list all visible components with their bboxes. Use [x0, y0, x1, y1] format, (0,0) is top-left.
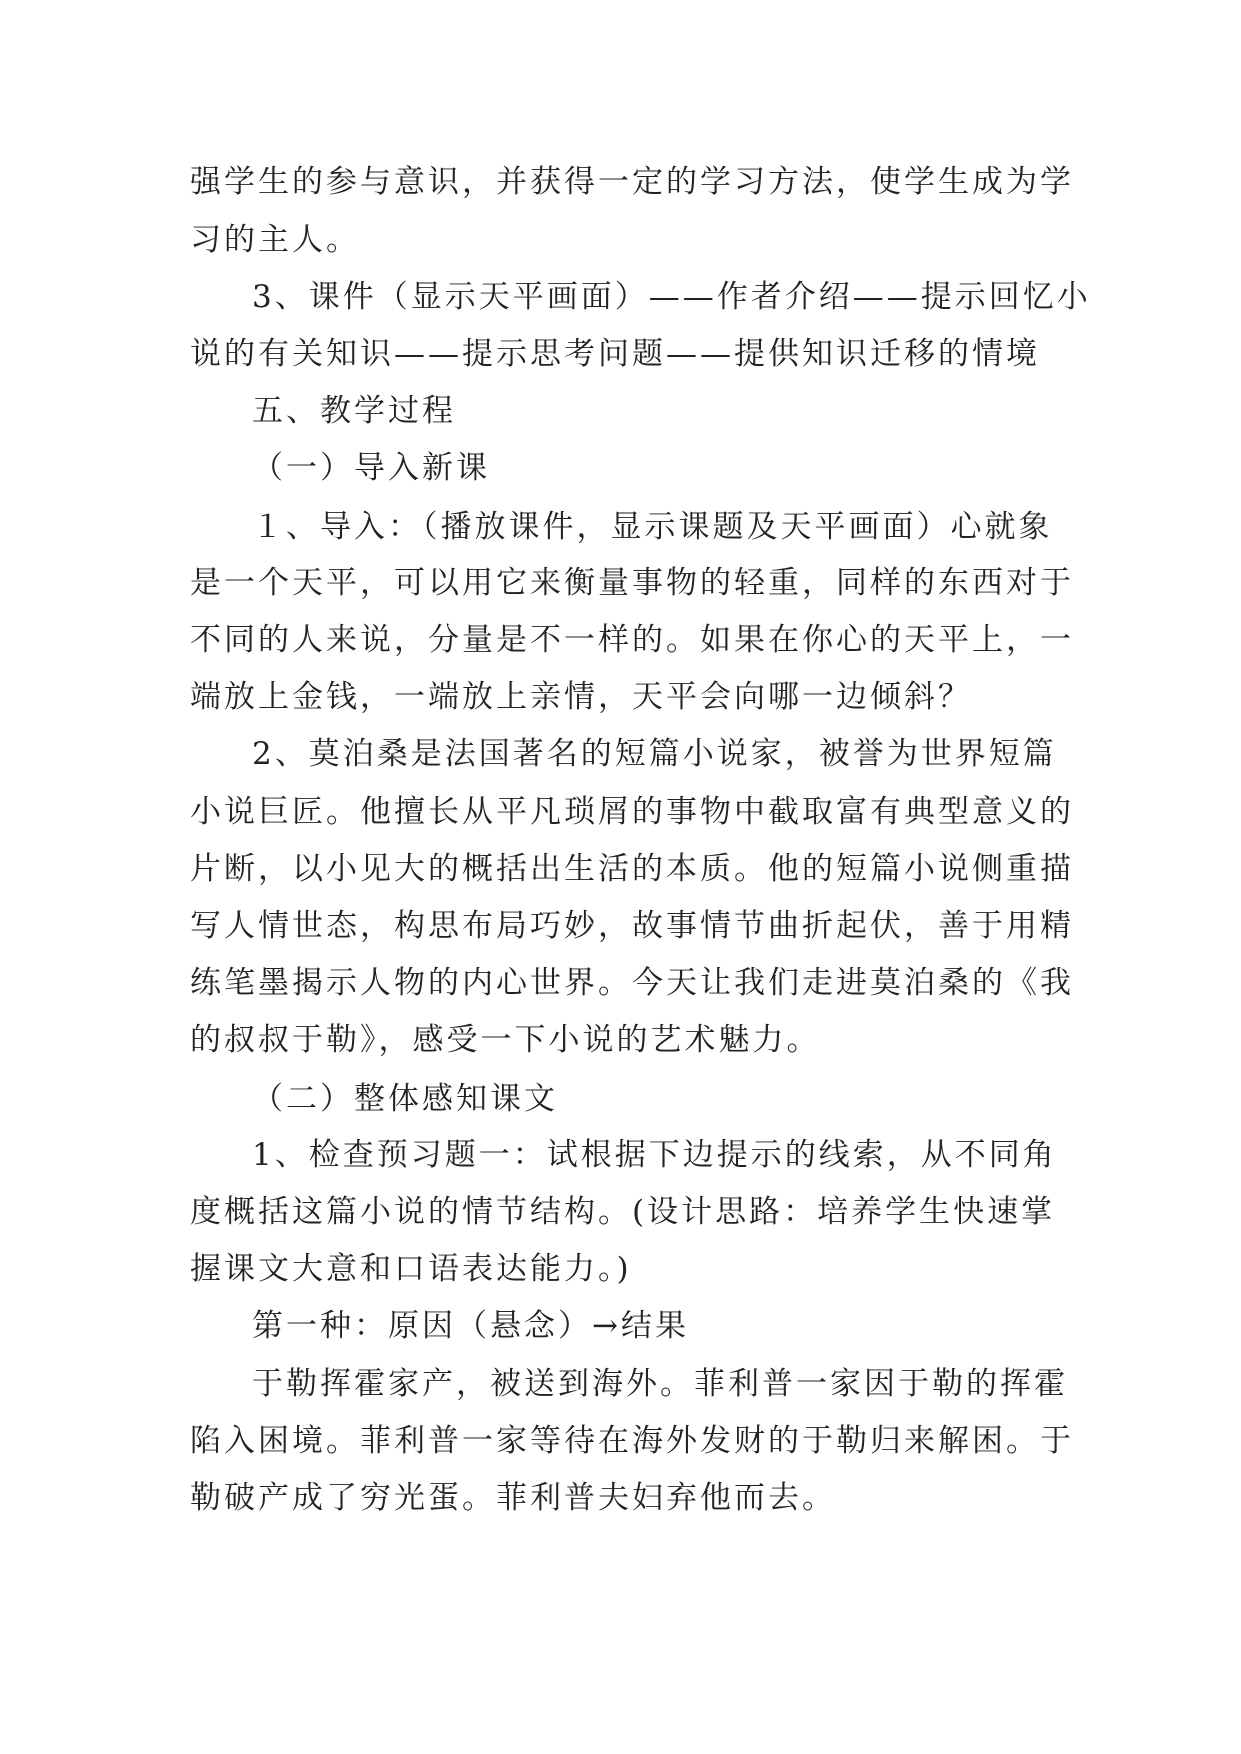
- text-line: 度概括这篇小说的情节结构。(设计思路：培养学生快速掌: [190, 1194, 1056, 1230]
- text-line: 第一种：原因（悬念）→结果: [252, 1308, 689, 1344]
- text-line: 小说巨匠。他擅长从平凡琐屑的事物中截取富有典型意义的: [190, 794, 1074, 830]
- text-line: 的叔叔于勒》，感受一下小说的艺术魅力。: [190, 1022, 821, 1058]
- text-line: 1、检查预习题一：试根据下边提示的线索，从不同角: [252, 1137, 1057, 1173]
- text-line: 是一个天平，可以用它来衡量事物的轻重，同样的东西对于: [190, 565, 1074, 601]
- subsection-heading: （一）导入新课: [252, 450, 490, 486]
- subsection-heading: （二）整体感知课文: [252, 1081, 558, 1117]
- text-line: 2、莫泊桑是法国著名的短篇小说家，被誉为世界短篇: [252, 736, 1057, 772]
- text-line: 强学生的参与意识，并获得一定的学习方法，使学生成为学: [190, 164, 1074, 200]
- text-line: 片断，以小见大的概括出生活的本质。他的短篇小说侧重描: [190, 851, 1074, 887]
- text-line: １、导入：（播放课件，显示课题及天平画面）心就象: [252, 509, 1053, 545]
- text-line: 陷入困境。菲利普一家等待在海外发财的于勒归来解困。于: [190, 1423, 1074, 1459]
- text-line: 端放上金钱，一端放上亲情，天平会向哪一边倾斜？: [190, 679, 972, 715]
- text-line: 写人情世态，构思布局巧妙，故事情节曲折起伏，善于用精: [190, 908, 1074, 944]
- text-line: 握课文大意和口语表达能力。): [190, 1251, 632, 1287]
- text-line: 勒破产成了穷光蛋。菲利普夫妇弃他而去。: [190, 1480, 836, 1516]
- section-heading: 五、教学过程: [252, 393, 456, 429]
- text-line: 习的主人。: [190, 222, 360, 258]
- text-line: 练笔墨揭示人物的内心世界。今天让我们走进莫泊桑的《我: [190, 965, 1074, 1001]
- text-line: 3、课件（显示天平画面）——作者介绍——提示回忆小: [252, 279, 1091, 315]
- text-line: 说的有关知识——提示思考问题——提供知识迁移的情境: [190, 336, 1040, 372]
- text-line: 于勒挥霍家产，被送到海外。菲利普一家因于勒的挥霍: [252, 1366, 1068, 1402]
- text-line: 不同的人来说，分量是不一样的。如果在你心的天平上，一: [190, 622, 1074, 658]
